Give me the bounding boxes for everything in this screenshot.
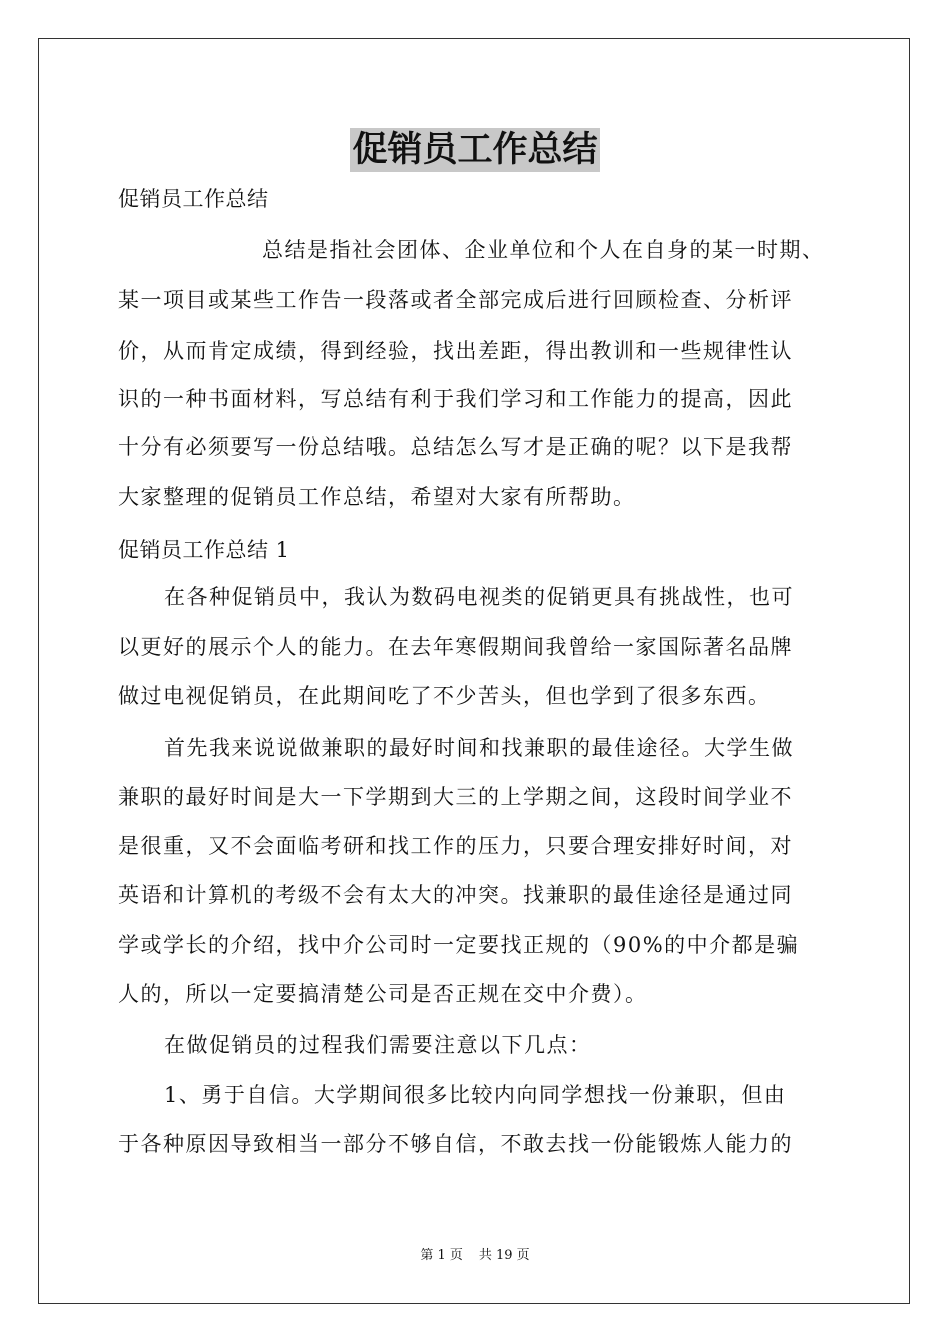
intro-line: 识的一种书面材料，写总结有利于我们学习和工作能力的提高，因此 xyxy=(118,387,793,411)
title-container xyxy=(0,128,950,172)
body-line: 在各种促销员中，我认为数码电视类的促销更具有挑战性，也可 xyxy=(164,585,794,609)
intro-line: 十分有必须要写一份总结哦。总结怎么写才是正确的呢？以下是我帮 xyxy=(118,435,793,459)
intro-line: 大家整理的促销员工作总结，希望对大家有所帮助。 xyxy=(118,485,636,509)
body-line: 首先我来说说做兼职的最好时间和找兼职的最佳途径。大学生做 xyxy=(164,736,794,760)
page-border xyxy=(38,38,910,1304)
page-total: 共 19 页 xyxy=(478,1248,530,1263)
document-subtitle: 促销员工作总结 xyxy=(118,187,269,211)
intro-line: 价，从而肯定成绩，得到经验，找出差距，得出教训和一些规律性认 xyxy=(118,339,793,363)
body-line: 学或学长的介绍，找中介公司时一定要找正规的（90%的中介都是骗 xyxy=(118,933,800,957)
body-line: 于各种原因导致相当一部分不够自信，不敢去找一份能锻炼人能力的 xyxy=(118,1132,793,1156)
body-line: 是很重，又不会面临考研和找工作的压力，只要合理安排好时间，对 xyxy=(118,834,793,858)
body-line: 英语和计算机的考级不会有太大的冲突。找兼职的最佳途径是通过同 xyxy=(118,883,793,907)
body-line: 人的，所以一定要搞清楚公司是否正规在交中介费）。 xyxy=(118,982,648,1006)
body-line: 以更好的展示个人的能力。在去年寒假期间我曾给一家国际著名品牌 xyxy=(118,635,793,659)
page-number: 第 1 页 xyxy=(420,1248,463,1263)
body-line: 在做促销员的过程我们需要注意以下几点： xyxy=(164,1033,592,1057)
page-footer xyxy=(0,1247,950,1265)
body-line: 1、勇于自信。大学期间很多比较内向同学想找一份兼职，但由 xyxy=(164,1083,787,1107)
document-title: 促销员工作总结 xyxy=(352,129,598,170)
intro-line: 某一项目或某些工作告一段落或者全部完成后进行回顾检查、分析评 xyxy=(118,288,793,312)
body-line: 做过电视促销员，在此期间吃了不少苦头，但也学到了很多东西。 xyxy=(118,684,771,708)
section-heading: 促销员工作总结 1 xyxy=(118,538,290,562)
intro-line: 总结是指社会团体、企业单位和个人在自身的某一时期、 xyxy=(262,238,825,262)
body-line: 兼职的最好时间是大一下学期到大三的上学期之间，这段时间学业不 xyxy=(118,785,793,809)
